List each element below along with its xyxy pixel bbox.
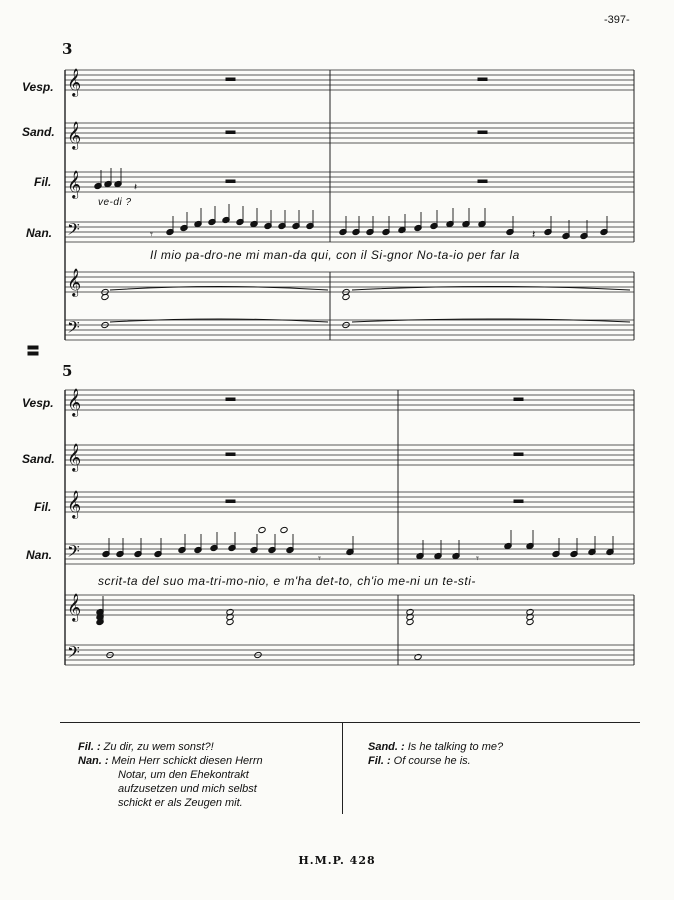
whole-rest [478,131,487,134]
translation-line: schickt er als Zeugen mit. [118,797,243,809]
speaker-label: Nan. : [78,755,109,767]
clef: 𝄞 [67,170,82,198]
clef: 𝄢 [67,541,80,565]
translation-right [368,740,638,768]
whole-rest [478,180,487,183]
translation-column-divider [342,722,343,814]
clef: 𝄢 [67,317,80,341]
tie [110,319,328,322]
whole-rest [226,131,235,134]
translation-line: Of course he is. [393,755,471,767]
clef: 𝄢 [67,219,80,243]
speaker-label: Fil. : [78,741,101,753]
clef: 𝄞 [67,490,82,518]
tie [352,319,630,322]
eighth-rest: 𝄾 [318,552,321,565]
staff-label-sand: Sand. [22,125,55,139]
whole-rest [226,180,235,183]
staff-label-sand: Sand. [22,452,55,466]
lyrics-nan: scrit-ta del suo ma-tri-mo-nio, e m'ha det-to, ch'io me-ni un te-sti- [98,574,476,588]
eighth-rest: 𝄾 [476,552,479,565]
translation-divider [60,722,640,723]
page-number: -397- [604,14,630,26]
whole-rest [226,398,235,401]
speaker-label: Fil. : [368,755,391,767]
whole-rest [514,453,523,456]
notehead [258,526,266,533]
system-separator [28,346,38,349]
staff-label-nan: Nan. [26,548,53,562]
translation-line: Is he talking to me? [407,741,504,753]
staff-label-vesp: Vesp. [22,396,54,410]
clef: 𝄞 [67,443,82,471]
notehead [414,653,422,660]
clef: 𝄞 [67,593,82,621]
clef: 𝄞 [67,68,82,96]
clef: 𝄞 [67,388,82,416]
translation-line: Zu dir, zu wem sonst?! [103,741,214,753]
translation-line: Mein Herr schickt diesen Herrn [111,755,263,767]
whole-rest [226,78,235,81]
whole-rest [514,500,523,503]
speaker-label: Sand. : [368,741,405,753]
lyrics-nan: Il mio pa-dro-ne mi man-da qui, con il Si-gnor No-ta-io per far la [150,248,520,262]
clef: 𝄞 [67,121,82,149]
clef: 𝄢 [67,642,80,666]
eighth-rest: 𝄾 [150,228,153,241]
quarter-rest: 𝄽 [532,228,536,241]
whole-rest [478,78,487,81]
translation-line: aufzusetzen und mich selbst [118,783,257,795]
staff-label-fil: Fil. [34,175,52,189]
clef: 𝄞 [67,268,82,296]
system-separator [28,352,38,355]
staff-label-vesp: Vesp. [22,80,54,94]
staff-label-fil: Fil. [34,500,52,514]
translation-left [78,740,336,810]
publisher-footer: H.M.P. 428 [298,854,376,867]
quarter-rest: 𝄽 [134,182,138,193]
notehead [280,526,288,533]
whole-rest [226,500,235,503]
measure-number: 5 [62,362,73,380]
staff-label-nan: Nan. [26,226,53,240]
measure-number: 3 [62,40,73,58]
whole-rest [514,398,523,401]
translation-line: Notar, um den Ehekontrakt [118,769,249,781]
whole-rest [226,453,235,456]
lyrics-fil: ve-di ? [98,197,132,208]
